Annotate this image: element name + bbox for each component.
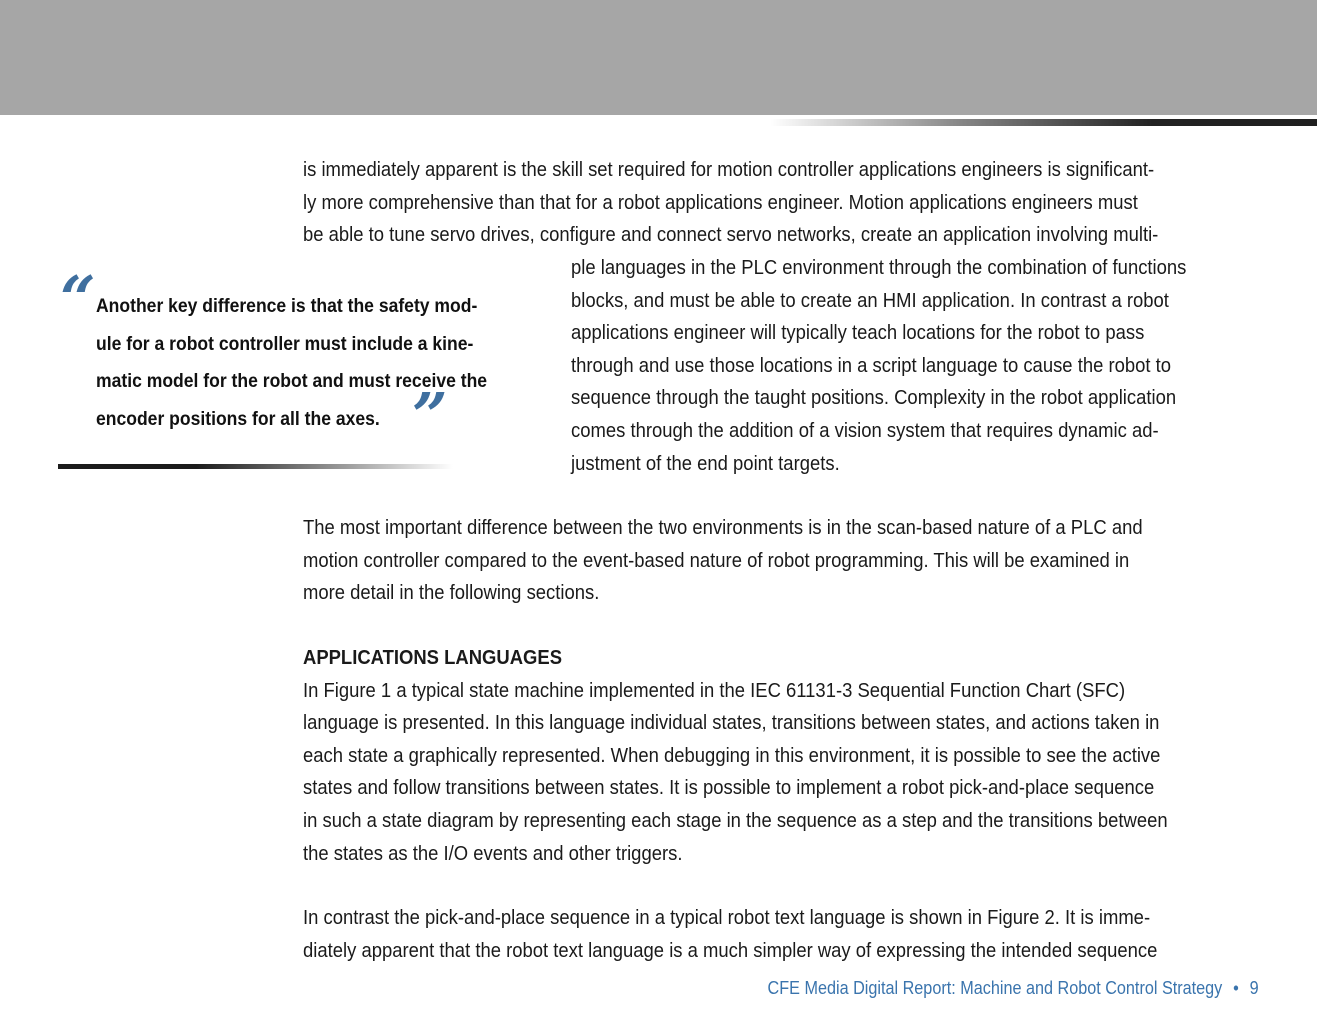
page-footer — [768, 978, 1259, 999]
text-line: In Figure 1 a typical state machine implemented in the IEC 61131-3 Sequential Function Chart (SFC) — [303, 678, 1126, 702]
text-line: sequence through the taught positions. Complexity in the robot application — [571, 386, 1177, 410]
pull-quote-line: Another key difference is that the safety mod- — [96, 295, 478, 317]
text-line: language is presented. In this language individual states, transitions between states, and actions taken in — [303, 711, 1160, 735]
paragraph-1-wrap — [571, 252, 1186, 480]
pull-quote-rule — [58, 464, 453, 469]
text-line: each state a graphically represented. When debugging in this environment, it is possible to see the active — [303, 743, 1161, 767]
close-quote-icon: ” — [412, 379, 448, 452]
text-line: motion controller compared to the event-based nature of robot programming. This will be examined in — [303, 548, 1130, 572]
paragraph-2 — [303, 512, 1143, 610]
text-line: more detail in the following sections. — [303, 581, 600, 605]
text-line: diately apparent that the robot text language is a much simpler way of expressing the intended sequence — [303, 938, 1158, 962]
page-number: 9 — [1249, 978, 1259, 998]
paragraph-1 — [303, 154, 1158, 252]
text-line: justment of the end point targets. — [571, 451, 840, 475]
open-quote-icon: “ — [60, 262, 96, 335]
section-applications-languages — [303, 642, 1168, 870]
header-band — [0, 0, 1317, 115]
header-rule — [770, 119, 1317, 126]
text-line: In contrast the pick-and-place sequence in a typical robot text language is shown in Figure 2. It is imme- — [303, 906, 1151, 929]
text-line: through and use those locations in a script language to cause the robot to — [571, 353, 1172, 377]
text-line: ple languages in the PLC environment through the combination of functions — [571, 256, 1187, 279]
pull-quote-line: ule for a robot controller must include a kine- — [96, 332, 474, 355]
text-line: be able to tune servo drives, configure and connect servo networks, create an application involving multi- — [303, 223, 1159, 247]
text-line: ly more comprehensive than that for a robot applications engineer. Motion applications engineers must — [303, 190, 1138, 214]
text-line: applications engineer will typically teach locations for the robot to pass — [571, 321, 1145, 345]
pull-quote-line: matic model for the robot and must receive the — [96, 370, 488, 393]
report-title: CFE Media Digital Report: Machine and Robot Control Strategy — [767, 978, 1223, 998]
text-line: comes through the addition of a vision system that requires dynamic ad- — [571, 418, 1159, 442]
bullet-separator-icon: • — [1233, 978, 1240, 998]
text-line: blocks, and must be able to create an HMI application. In contrast a robot — [571, 288, 1169, 312]
text-line: states and follow transitions between states. It is possible to implement a robot pick-and-place sequence — [303, 776, 1155, 800]
text-line: The most important difference between the two environments is in the scan-based nature of a PLC and — [303, 516, 1143, 539]
text-line: is immediately apparent is the skill set required for motion controller applications engineers is significant- — [303, 158, 1155, 181]
text-line: the states as the I/O events and other triggers. — [303, 841, 683, 865]
pull-quote-line: encoder positions for all the axes. — [96, 408, 380, 431]
paragraph-4 — [303, 902, 1157, 967]
text-line: in such a state diagram by representing each stage in the sequence as a step and the transitions between — [303, 808, 1168, 832]
section-heading: APPLICATIONS LANGUAGES — [303, 646, 563, 669]
